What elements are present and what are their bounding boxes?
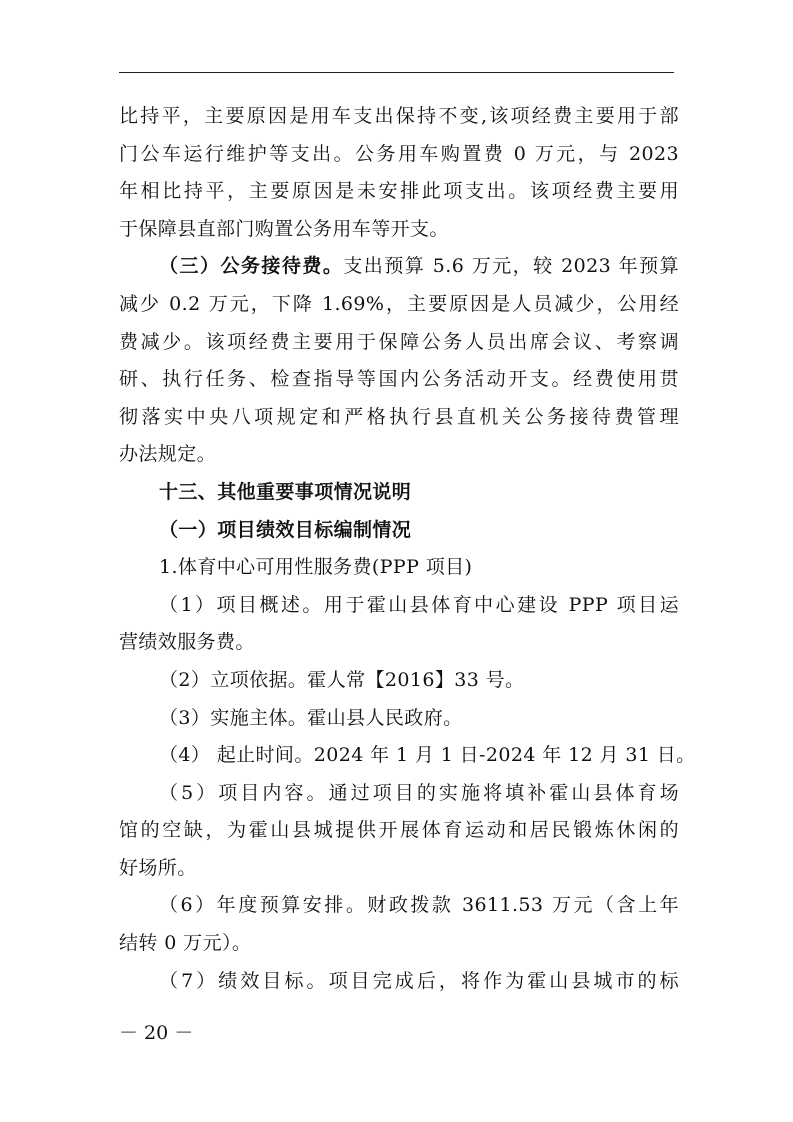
text-line: 费减少。该项经费主要用于保障公务人员出席会议、考察调 <box>119 330 679 353</box>
text-line <box>119 248 679 286</box>
page-number: － 20 － <box>119 1022 194 1044</box>
text-line: （2）立项依据。霍人常【2016】33 号。 <box>159 668 525 691</box>
text-line: 结转 0 万元）。 <box>119 932 252 955</box>
text-line: （3）实施主体。霍山县人民政府。 <box>159 706 463 729</box>
text-line: 营绩效服务费。 <box>119 631 255 654</box>
text-line: 好场所。 <box>119 856 197 879</box>
section-heading-inline: （三）公务接待费。 <box>159 255 344 278</box>
text-line: （5）项目内容。通过项目的实施将填补霍山县体育场 <box>159 781 679 804</box>
text-line: 门公车运行维护等支出。公务用车购置费 0 万元，与 2023 <box>119 142 679 165</box>
text-run: 支出预算 5.6 万元，较 2023 年预算 <box>343 255 679 278</box>
text-line: （1）项目概述。用于霍山县体育中心建设 PPP 项目运 <box>159 593 679 616</box>
text-line: （7）绩效目标。项目完成后，将作为霍山县城市的标 <box>159 969 679 992</box>
body-text <box>119 98 696 1000</box>
text-line: 减少 0.2 万元，下降 1.69%，主要原因是人员减少，公用经 <box>119 292 679 315</box>
text-line: （6）年度预算安排。财政拨款 3611.53 万元（含上年 <box>159 894 679 917</box>
text-line: 比持平，主要原因是用车支出保持不变,该项经费主要用于部 <box>119 105 679 127</box>
text-line: 研、执行任务、检查指导等国内公务活动开支。经费使用贯 <box>119 368 679 391</box>
text-line: 年相比持平，主要原因是未安排此项支出。该项经费主要用 <box>119 180 679 203</box>
project-title: 1.体育中心可用性服务费(PPP 项目) <box>159 556 473 579</box>
text-line: 彻落实中央八项规定和严格执行县直机关公务接待费管理 <box>119 405 679 428</box>
subsection-heading: （一）项目绩效目标编制情况 <box>159 518 412 541</box>
text-line: 办法规定。 <box>119 443 217 466</box>
text-line: （4） 起止时间。2024 年 1 月 1 日-2024 年 12 月 31 日。 <box>159 744 696 767</box>
text-line: 于保障县直部门购置公务用车等开支。 <box>119 217 449 240</box>
header-rule <box>119 72 674 73</box>
section-heading: 十三、其他重要事项情况说明 <box>159 480 412 503</box>
text-line: 馆的空缺，为霍山县城提供开展体育运动和居民锻炼休闲的 <box>119 819 679 842</box>
